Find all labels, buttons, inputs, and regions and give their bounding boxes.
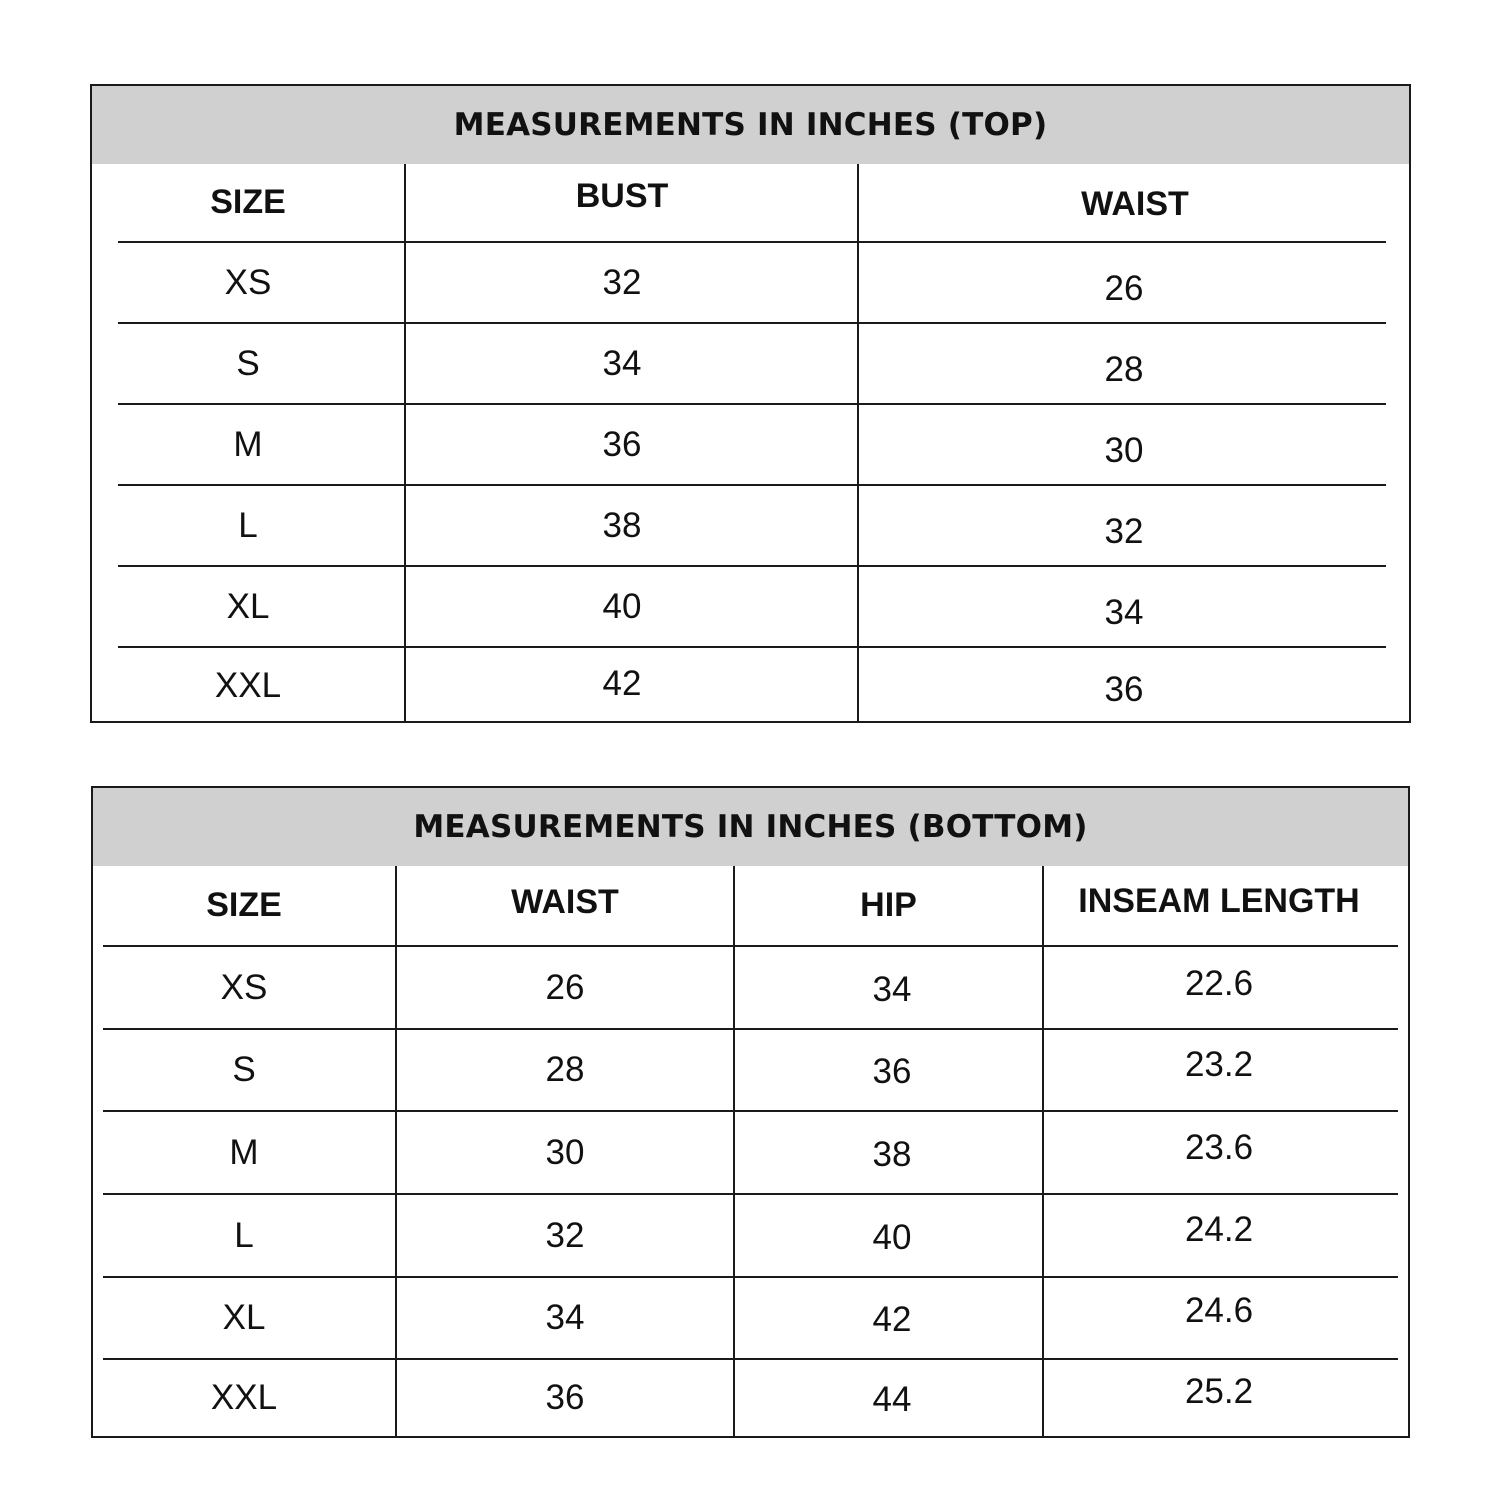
bottom-chart-title: MEASUREMENTS IN INCHES (BOTTOM): [93, 788, 1408, 866]
cell-size: S: [232, 1050, 256, 1089]
cell-size: XL: [226, 586, 270, 626]
header-waist: WAIST: [1081, 185, 1189, 223]
cell-waist: 28: [1104, 349, 1144, 389]
cell-bust: 34: [602, 343, 642, 383]
cell-inseam: 23.6: [1184, 1127, 1254, 1167]
cell-size: XS: [224, 262, 272, 302]
cell-waist: 26: [1104, 268, 1144, 308]
cell-inseam: 22.6: [1184, 963, 1254, 1003]
cell-size: L: [238, 505, 258, 545]
cell-hip: 38: [872, 1134, 912, 1174]
cell-waist: 30: [545, 1132, 585, 1172]
top-chart-title: MEASUREMENTS IN INCHES (TOP): [92, 86, 1409, 164]
header-bust: BUST: [575, 177, 669, 215]
cell-size: XL: [222, 1298, 266, 1337]
cell-waist: 36: [545, 1378, 585, 1417]
cell-waist: 30: [1104, 430, 1144, 470]
cell-hip: 42: [872, 1300, 912, 1339]
cell-size: XS: [220, 967, 268, 1007]
cell-size: M: [233, 424, 263, 464]
cell-size: XXL: [214, 665, 282, 705]
header-hip: HIP: [860, 886, 917, 924]
header-inseam-length: INSEAM LENGTH: [1078, 882, 1360, 920]
cell-hip: 34: [872, 969, 912, 1009]
cell-bust: 32: [602, 262, 642, 302]
header-waist: WAIST: [511, 883, 619, 921]
cell-size: M: [229, 1132, 259, 1172]
cell-bust: 38: [602, 505, 642, 545]
cell-inseam: 24.2: [1184, 1209, 1254, 1249]
cell-bust: 36: [602, 424, 642, 464]
cell-waist: 32: [545, 1215, 585, 1255]
cell-size: L: [234, 1215, 254, 1255]
cell-size: XXL: [210, 1378, 278, 1417]
cell-inseam: 24.6: [1184, 1291, 1254, 1330]
cell-bust: 40: [602, 586, 642, 626]
header-size: SIZE: [210, 183, 286, 221]
cell-hip: 36: [872, 1052, 912, 1091]
bottom-size-chart: [91, 786, 1410, 1438]
cell-waist: 26: [545, 967, 585, 1007]
cell-hip: 40: [872, 1217, 912, 1257]
cell-waist: 34: [545, 1298, 585, 1337]
top-size-chart: [90, 84, 1411, 723]
cell-waist: 36: [1104, 669, 1144, 709]
cell-waist: 34: [1104, 592, 1144, 632]
cell-waist: 32: [1104, 511, 1144, 551]
cell-bust: 42: [602, 663, 642, 703]
cell-waist: 28: [545, 1050, 585, 1089]
cell-size: S: [236, 343, 260, 383]
cell-hip: 44: [872, 1380, 912, 1419]
cell-inseam: 25.2: [1184, 1372, 1254, 1411]
cell-inseam: 23.2: [1184, 1045, 1254, 1084]
header-size: SIZE: [206, 886, 282, 924]
